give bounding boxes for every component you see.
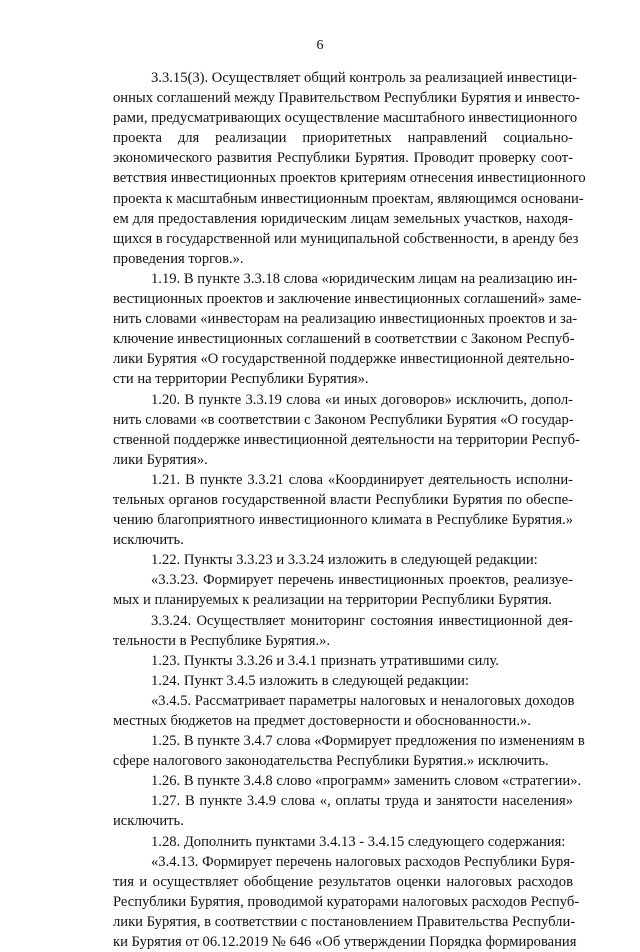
text-line: 1.21. В пункте 3.3.21 слова «Координирует деятельность исполни- — [151, 471, 573, 488]
text-line: «3.4.5. Рассматривает параметры налоговых и неналоговых доходов — [151, 692, 575, 709]
text-line: лики Бурятия». — [113, 451, 208, 468]
text-line: 1.23. Пункты 3.3.26 и 3.4.1 признать утратившими силу. — [151, 652, 500, 669]
text-line: исключить. — [113, 813, 184, 830]
text-line: 1.24. Пункт 3.4.5 изложить в следующей редакции: — [151, 672, 470, 689]
text-line: Республики Бурятия, проводимой кураторами налоговых расходов Респуб- — [113, 893, 580, 910]
text-line: лики Бурятия, в соответствии с постановлением Правительства Республи- — [113, 913, 576, 930]
text-line: 1.27. В пункте 3.4.9 слова «, оплаты труда и занятости населения» — [151, 793, 573, 810]
text-line: местных бюджетов на предмет достоверности и обоснованности.». — [113, 713, 531, 729]
text-line: 1.28. Дополнить пунктами 3.4.13 - 3.4.15 следующего содержания: — [151, 833, 566, 850]
text-line: лики Бурятия «О государственной поддержке инвестиционной деятельно- — [113, 351, 575, 368]
text-line: 1.22. Пункты 3.3.23 и 3.3.24 изложить в следующей редакции: — [151, 552, 538, 569]
text-line: тия и осуществляет обобщение результатов оценки налоговых расходов — [113, 873, 573, 890]
document-body — [113, 68, 586, 952]
text-line: чению благоприятного инвестиционного климата в Республике Бурятия.» — [113, 512, 573, 529]
text-line: исключить. — [113, 532, 184, 549]
text-line: тельных органов государственной власти Республики Бурятия по обеспе- — [113, 491, 573, 508]
text-line: 3.3.15(3). Осуществляет общий контроль за реализацией инвестици- — [151, 70, 578, 86]
text-line: ветствия инвестиционных проектов критериям отнесения инвестиционного — [113, 170, 586, 187]
text-line: «3.4.13. Формирует перечень налоговых расходов Республики Буря- — [151, 853, 575, 870]
text-line: проведения торгов.». — [113, 250, 244, 267]
text-line: 1.19. В пункте 3.3.18 слова «юридическим лицам на реализацию ин- — [151, 270, 578, 287]
text-line: проекта к масштабным инвестиционным проектам, являющимся основани- — [113, 190, 584, 207]
text-line: щихся в государственной или муниципальной собственности, в аренду без — [113, 230, 579, 247]
text-line: сти на территории Республики Бурятия». — [113, 371, 369, 388]
text-line: 3.3.24. Осуществляет мониторинг состояния инвестиционной дея- — [151, 612, 573, 629]
text-line: экономического развития Республики Бурятия. Проводит проверку соот- — [113, 150, 573, 167]
text-line: вестиционных проектов и заключение инвестиционных соглашений» заме- — [113, 291, 582, 308]
text-line: нить словами «в соответствии с Законом Республики Бурятия «О государ- — [113, 411, 574, 428]
text-line: нить словами «инвесторам на реализацию инвестиционных проектов и за- — [113, 311, 578, 328]
text-line: ключение инвестиционных соглашений в соответствии с Законом Респуб- — [113, 331, 575, 348]
text-line: тельности в Республике Бурятия.». — [113, 632, 331, 649]
text-line: 1.26. В пункте 3.4.8 слово «программ» заменить словом «стратегии». — [151, 773, 582, 790]
text-line: рами, предусматривающих осуществление масштабного инвестиционного — [113, 110, 578, 127]
text-line: «3.3.23. Формирует перечень инвестиционных проектов, реализуе- — [151, 572, 573, 589]
text-line: ственной поддержке инвестиционной деятельности на территории Респуб- — [113, 431, 580, 448]
text-line: проекта для реализации приоритетных направлений социально- — [113, 130, 573, 147]
text-line: сфере налогового законодательства Республики Бурятия.» исключить. — [113, 753, 549, 770]
text-line: мых и планируемых к реализации на территории Республики Бурятия. — [113, 592, 552, 609]
text-line: 1.20. В пункте 3.3.19 слова «и иных договоров» исключить, допол- — [151, 391, 573, 408]
text-line: 1.25. В пункте 3.4.7 слова «Формирует предложения по изменениям в — [151, 733, 585, 750]
page-number: 6 — [316, 38, 324, 53]
text-line: ем для предоставления юридическим лицам земельных участков, находя- — [113, 210, 573, 227]
text-line: онных соглашений между Правительством Республики Бурятия и инвесто- — [113, 90, 581, 107]
text-line: ки Бурятия от 06.12.2019 № 646 «Об утверждении Порядка формирования — [113, 934, 577, 951]
